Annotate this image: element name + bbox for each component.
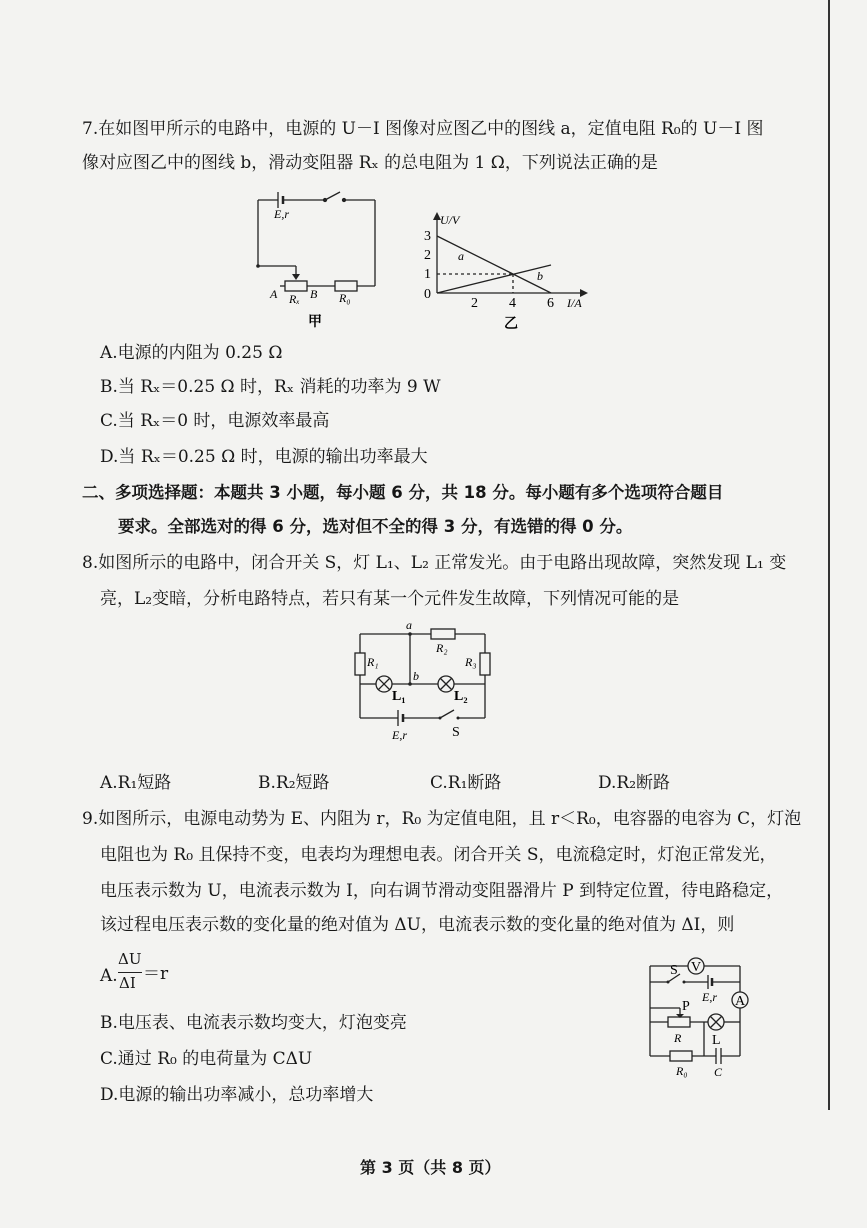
page-footer: 第 3 页（共 8 页） bbox=[360, 1158, 501, 1177]
q9-r0-label: R₀ bbox=[676, 1064, 688, 1078]
q7-yi-ylabel: U/V bbox=[440, 213, 460, 227]
q9-r-label: R bbox=[674, 1031, 682, 1045]
q7-figure-yi bbox=[412, 208, 592, 338]
q7-jia-end-b: B bbox=[310, 287, 318, 301]
q8-stem-line1: 8.如图所示的电路中，闭合开关 S，灯 L₁、L₂ 正常发光。由于电路出现故障，突然发现 L₁ 变 bbox=[82, 553, 787, 573]
q8-switch-label: S bbox=[452, 725, 460, 740]
q7-jia-end-a: A bbox=[270, 287, 278, 301]
q9-voltmeter-label: V bbox=[691, 960, 702, 975]
q7-jia-caption: 甲 bbox=[308, 315, 322, 330]
q8-option-c: C.R₁断路 bbox=[430, 773, 502, 793]
q9-stem-line1: 9.如图所示，电源电动势为 E、内阻为 r，R₀ 为定值电阻，且 r＜R₀，电容器的电容为 C，灯泡 bbox=[82, 809, 802, 829]
q9-option-a-fraction-bar bbox=[118, 972, 142, 973]
q7-yi-ytick-3: 3 bbox=[424, 229, 431, 244]
q7-yi-caption: 乙 bbox=[504, 317, 518, 332]
q9-ammeter-label: A bbox=[735, 994, 746, 1009]
q7-stem-line2: 像对应图乙中的图线 b，滑动变阻器 Rₓ 的总电阻为 1 Ω，下列说法正确的是 bbox=[82, 153, 658, 173]
q7-option-a: A.电源的内阻为 0.25 Ω bbox=[100, 343, 283, 363]
page-right-border bbox=[828, 0, 830, 1110]
q9-lamp-label: L bbox=[712, 1033, 721, 1048]
q8-r3-label: R₃ bbox=[465, 655, 477, 669]
q7-option-d: D.当 Rₓ＝0.25 Ω 时，电源的输出功率最大 bbox=[100, 447, 428, 467]
q9-option-a-suffix: ＝r bbox=[143, 964, 169, 984]
q8-option-a: A.R₁短路 bbox=[100, 773, 172, 793]
q7-jia-source-label: E,r bbox=[274, 207, 289, 221]
q9-option-d: D.电源的输出功率减小，总功率增大 bbox=[100, 1085, 374, 1105]
q7-figure-jia bbox=[240, 186, 390, 334]
q8-r1-label: R₁ bbox=[367, 655, 379, 669]
q8-node-a: a bbox=[406, 618, 412, 632]
q9-slider-p-label: P bbox=[682, 999, 690, 1014]
q9-capacitor-label: C bbox=[714, 1065, 723, 1079]
q7-yi-line-b-label: b bbox=[537, 269, 543, 283]
q9-option-c: C.通过 R₀ 的电荷量为 CΔU bbox=[100, 1049, 313, 1069]
q7-yi-ytick-1: 1 bbox=[424, 267, 431, 282]
q9-option-a-numerator: ΔU bbox=[118, 950, 142, 968]
q9-option-a-denominator: ΔI bbox=[119, 974, 136, 992]
section2-heading-line2: 要求。全部选对的得 6 分，选对但不全的得 3 分，有选错的得 0 分。 bbox=[118, 517, 633, 536]
q8-l1-label: L₁ bbox=[392, 689, 406, 704]
q9-stem-line4: 该过程电压表示数的变化量的绝对值为 ΔU，电流表示数的变化量的绝对值为 ΔI，则 bbox=[100, 915, 735, 935]
q7-yi-ytick-0: 0 bbox=[424, 287, 431, 302]
q8-option-b: B.R₂短路 bbox=[258, 773, 330, 793]
q9-switch-label: S bbox=[670, 963, 678, 978]
q7-yi-line-a-label: a bbox=[458, 249, 464, 263]
q9-option-b: B.电压表、电流表示数均变大，灯泡变亮 bbox=[100, 1013, 407, 1033]
q7-option-b: B.当 Rₓ＝0.25 Ω 时，Rₓ 消耗的功率为 9 W bbox=[100, 377, 441, 397]
q9-source-label: E,r bbox=[702, 990, 717, 1004]
q8-r2-label: R₂ bbox=[436, 641, 448, 655]
q9-figure bbox=[640, 950, 766, 1080]
q8-option-d: D.R₂断路 bbox=[598, 773, 671, 793]
q7-yi-ytick-2: 2 bbox=[424, 248, 431, 263]
q8-stem-line2: 亮，L₂变暗，分析电路特点，若只有某一个元件发生故障，下列情况可能的是 bbox=[100, 589, 680, 609]
q7-stem-line1: 7.在如图甲所示的电路中，电源的 U－I 图像对应图乙中的图线 a，定值电阻 R₀的 U－I 图 bbox=[82, 119, 764, 139]
q7-option-c: C.当 Rₓ＝0 时，电源效率最高 bbox=[100, 411, 330, 431]
q7-jia-r0-label: R₀ bbox=[339, 291, 351, 305]
q7-yi-xtick-6: 6 bbox=[547, 296, 554, 311]
q8-node-b: b bbox=[413, 669, 419, 683]
q8-figure bbox=[340, 618, 510, 758]
q7-yi-xlabel: I/A bbox=[567, 296, 582, 310]
q8-l2-label: L₂ bbox=[454, 689, 468, 704]
q9-stem-line3: 电压表示数为 U，电流表示数为 I，向右调节滑动变阻器滑片 P 到特定位置，待电路稳定， bbox=[100, 881, 784, 901]
q7-yi-xtick-4: 4 bbox=[509, 296, 516, 311]
q9-stem-line2: 电阻也为 R₀ 且保持不变，电表均为理想电表。闭合开关 S，电流稳定时，灯泡正常发光， bbox=[100, 845, 777, 865]
q9-option-a-prefix: A. bbox=[100, 966, 118, 986]
section2-heading-line1: 二、多项选择题：本题共 3 小题，每小题 6 分，共 18 分。每小题有多个选项符合题目 bbox=[82, 483, 724, 502]
q8-source-label: E,r bbox=[392, 728, 407, 742]
q7-jia-rx-label: Rₓ bbox=[289, 292, 300, 306]
q7-yi-xtick-2: 2 bbox=[471, 296, 478, 311]
